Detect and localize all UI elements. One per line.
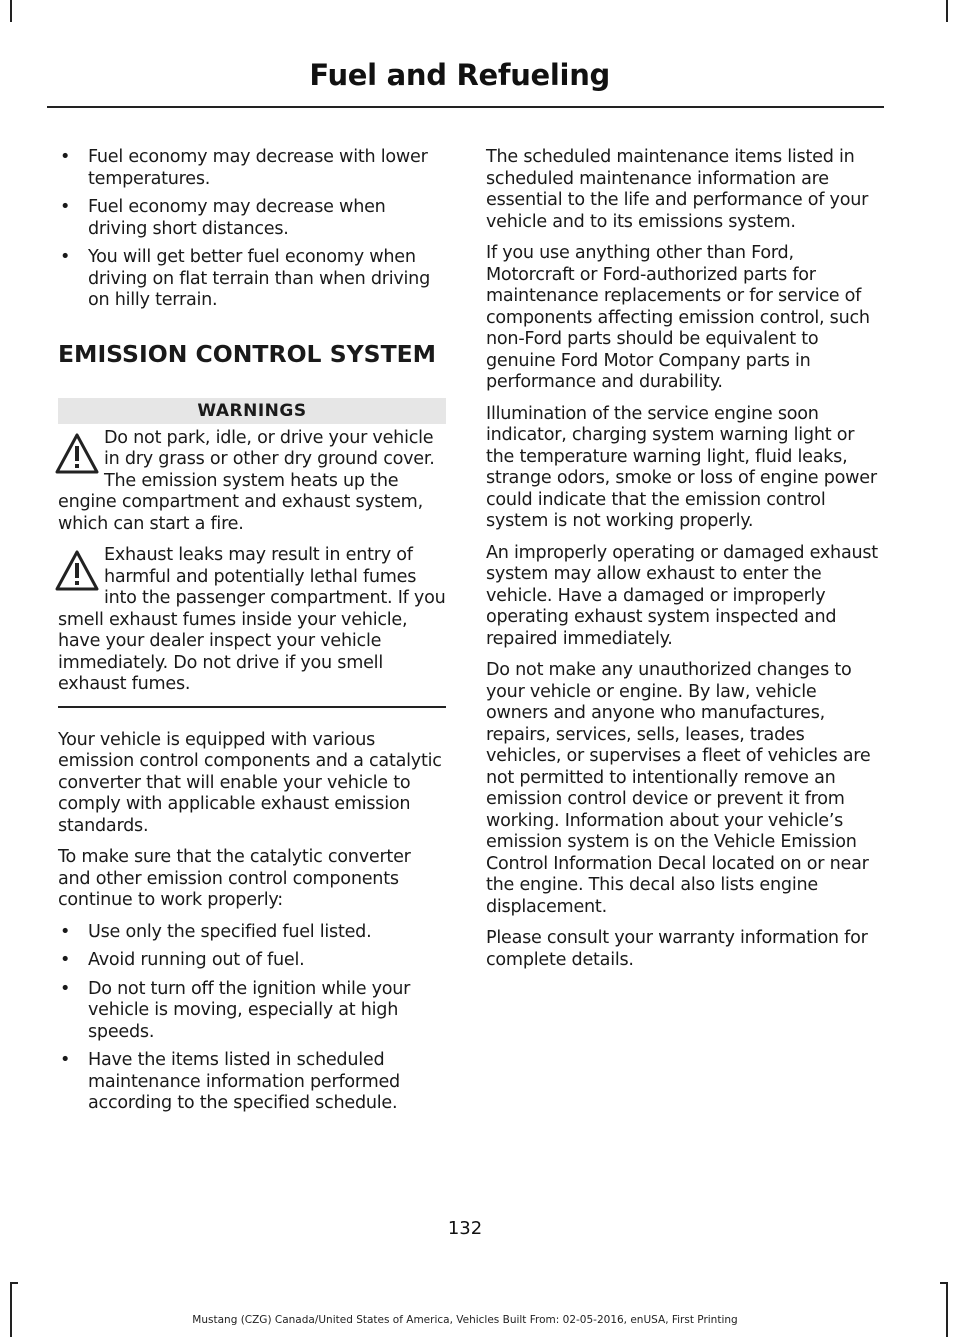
bullet-marker: • [60,978,71,999]
care-bullet-list [58,922,446,1115]
bullet-marker: • [60,950,71,970]
list-item: • You will get better fuel economy when driving on flat terrain than when driving on hilly terrain. [60,247,430,310]
crop-mark-bottom-right-h [940,1282,948,1284]
warning-block [58,545,446,696]
paragraph: Your vehicle is equipped with various emission control components and a catalytic converter that will enable your vehicle to comply with applicable exhaust emission standards. [58,729,442,836]
list-item: • Use only the specified fuel listed. [60,921,372,942]
intro-bullet-list [58,147,446,312]
list-item: • Fuel economy may decrease with lower temperatures. [60,147,428,189]
paragraph: Please consult your warranty information for complete details. [486,928,868,970]
warning-triangle-icon [54,432,100,476]
warning-text: Exhaust leaks may result in entry of harmful and potentially lethal fumes into the passenger compartment. If you smell exhaust fumes inside your vehicle, have your dealer inspect your vehicle immediately. Do not drive if you smell exhaust fumes. [58,545,446,694]
bullet-marker: • [60,197,71,217]
title-divider [47,106,884,108]
footer-text: Mustang (CZG) Canada/United States of America, Vehicles Built From: 02-05-2016, enUSA, First Printing [192,1314,738,1326]
paragraph: The scheduled maintenance items listed in scheduled maintenance information are essential to the life and performance of your vehicle and to its emissions system. [486,147,869,232]
section-heading: EMISSION CONTROL SYSTEM [58,339,437,368]
warning-block [58,428,446,536]
page-title: Fuel and Refueling [309,58,610,92]
bullet-marker: • [60,921,71,942]
bullet-marker: • [60,147,71,167]
paragraph: If you use anything other than Ford, Motorcraft or Ford-authorized parts for maintenance replacements or for service of components affecting emission control, such non-Ford parts should be equivalent to genuine Ford Motor Company parts in performance and durability. [486,243,870,392]
crop-mark-top-left [10,0,12,22]
list-item: • Have the items listed in scheduled maintenance information performed according to the specified schedule. [60,1050,400,1113]
warnings-label: WARNINGS [58,398,446,424]
paragraph: An improperly operating or damaged exhaust system may allow exhaust to enter the vehicle. Have a damaged or improperly operating exhaust system inspected and repaired immediately. [486,542,878,649]
bullet-marker: • [60,247,71,267]
paragraph: Illumination of the service engine soon indicator, charging system warning light or the temperature warning light, fluid leaks, strange odors, smoke or loss of engine power could indicate that the emission control system is not working properly. [486,403,877,531]
bullet-marker: • [60,1050,71,1070]
list-item: • Do not turn off the ignition while your vehicle is moving, especially at high speeds. [60,978,411,1042]
crop-mark-bottom-right [946,1282,948,1337]
paragraph: To make sure that the catalytic converter and other emission control components continue to work properly: [58,847,411,910]
warning-text: Do not park, idle, or drive your vehicle in dry grass or other dry ground cover. The emission system heats up the engine compartment and exhaust system, which can start a fire. [58,427,435,534]
crop-mark-bottom-left [10,1282,12,1337]
left-column [58,147,446,1123]
warning-triangle-icon [54,549,100,593]
crop-mark-bottom-left-h [10,1282,18,1284]
warnings-end-divider [58,706,446,708]
page-number: 132 [447,1218,483,1239]
right-column [486,147,880,981]
list-item: • Fuel economy may decrease when driving short distances. [60,197,386,239]
paragraph: Do not make any unauthorized changes to your vehicle or engine. By law, vehicle owners and anyone who manufactures, repairs, services, sells, leases, trades vehicles, or supervises a fleet of vehicles are not permitted to intentionally remove an emission control device or prevent it from working. Information about your vehicle’s emission system is on the Vehicle Emission Control Information Decal located on or near the engine. This decal also lists engine displacement. [486,660,871,917]
crop-mark-top-right [946,0,948,22]
list-item: • Avoid running out of fuel. [60,950,305,970]
